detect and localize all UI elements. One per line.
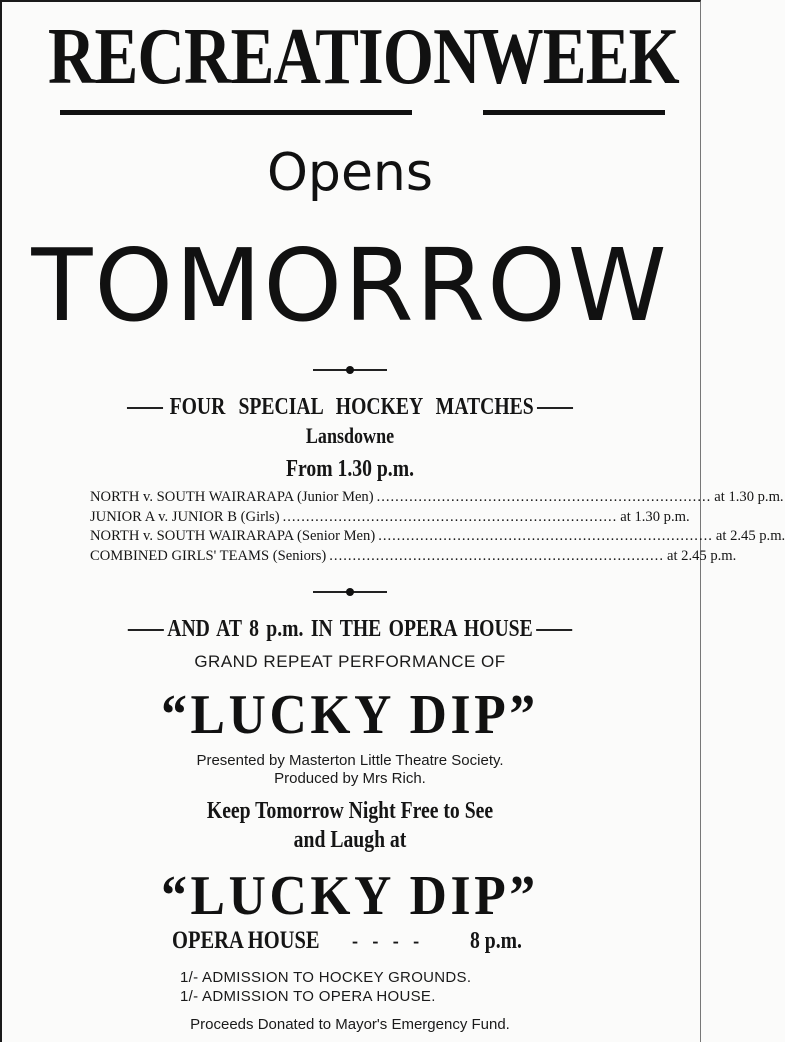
opera-house-label: OPERA HOUSE xyxy=(172,927,320,954)
dash-left xyxy=(127,407,163,409)
match-time: at 1.30 p.m. xyxy=(620,508,690,525)
hockey-heading-line xyxy=(0,392,700,422)
proceeds-text: Proceeds Donated to Mayor's Emergency Fund. xyxy=(190,1016,510,1033)
lucky-dip-title-2: “LUCKY DIP” xyxy=(161,865,539,927)
divider-ornament xyxy=(313,364,387,376)
admission-opera: 1/- ADMISSION TO OPERA HOUSE. xyxy=(180,988,436,1005)
lucky-dip-title-line xyxy=(0,683,700,747)
hockey-venue: Lansdowne xyxy=(305,423,395,448)
match-row xyxy=(90,488,784,508)
opera-house-line xyxy=(172,926,542,956)
dash-left xyxy=(128,629,164,631)
match-row xyxy=(90,527,785,547)
hockey-venue-line xyxy=(0,422,700,450)
keep-free-text: Keep Tomorrow Night Free to See xyxy=(206,798,494,824)
opens-text: Opens xyxy=(267,143,433,203)
divider-ornament xyxy=(313,586,387,598)
evening-heading-line xyxy=(0,614,700,644)
admission-hockey: 1/- ADMISSION TO HOCKEY GROUNDS. xyxy=(180,969,472,986)
leader-dots: ........................................................................ xyxy=(282,508,618,525)
match-row xyxy=(90,508,690,528)
headline-week: WEEK xyxy=(478,13,679,101)
match-label: NORTH v. SOUTH WAIRARAPA (Senior Men) xyxy=(90,528,376,544)
match-label: COMBINED GIRLS' TEAMS (Seniors) xyxy=(90,547,327,564)
dash-right xyxy=(536,629,572,631)
headline-rule-left xyxy=(60,110,412,115)
proceeds-line xyxy=(0,1015,700,1034)
leader-dots: ........................................................................ xyxy=(378,528,713,544)
match-row xyxy=(90,547,737,567)
match-label: JUNIOR A v. JUNIOR B (Girls) xyxy=(90,508,280,525)
match-time: at 2.45 p.m. xyxy=(666,547,737,564)
opera-house-time: 8 p.m. xyxy=(470,928,522,954)
lucky-dip-title-2-line xyxy=(0,864,700,928)
hockey-heading: FOUR SPECIAL HOCKEY MATCHES xyxy=(169,394,534,420)
hockey-start-line xyxy=(0,454,700,484)
leader-dots: ........................................................................ xyxy=(329,547,664,564)
headline-rule-right xyxy=(483,110,665,115)
presented-by: Presented by Masterton Little Theatre Society. xyxy=(196,752,504,769)
presented-line xyxy=(0,751,700,770)
match-label: NORTH v. SOUTH WAIRARAPA (Junior Men) xyxy=(90,489,374,505)
hockey-start: From 1.30 p.m. xyxy=(285,456,415,482)
lucky-dip-title: “LUCKY DIP” xyxy=(161,684,539,746)
laugh-text: and Laugh at xyxy=(293,827,407,853)
produced-by: Produced by Mrs Rich. xyxy=(274,770,426,787)
dash-right xyxy=(537,407,573,409)
evening-heading: AND AT 8 p.m. IN THE OPERA HOUSE xyxy=(167,616,533,642)
match-schedule xyxy=(90,488,785,566)
match-time: at 2.45 p.m. xyxy=(715,528,785,544)
keep-free-line xyxy=(0,796,700,826)
laugh-line xyxy=(0,826,700,854)
opera-house-dashes: - - - - xyxy=(352,928,425,953)
headline-recreation: RECREATION xyxy=(48,13,480,101)
admission-list xyxy=(180,968,471,1006)
match-time: at 1.30 p.m. xyxy=(714,489,784,505)
repeat-line xyxy=(0,651,700,673)
tomorrow-text: TOMORROW xyxy=(31,227,669,344)
produced-line xyxy=(0,769,700,788)
leader-dots: ........................................................................ xyxy=(376,489,712,505)
repeat-performance: GRAND REPEAT PERFORMANCE OF xyxy=(194,652,506,671)
